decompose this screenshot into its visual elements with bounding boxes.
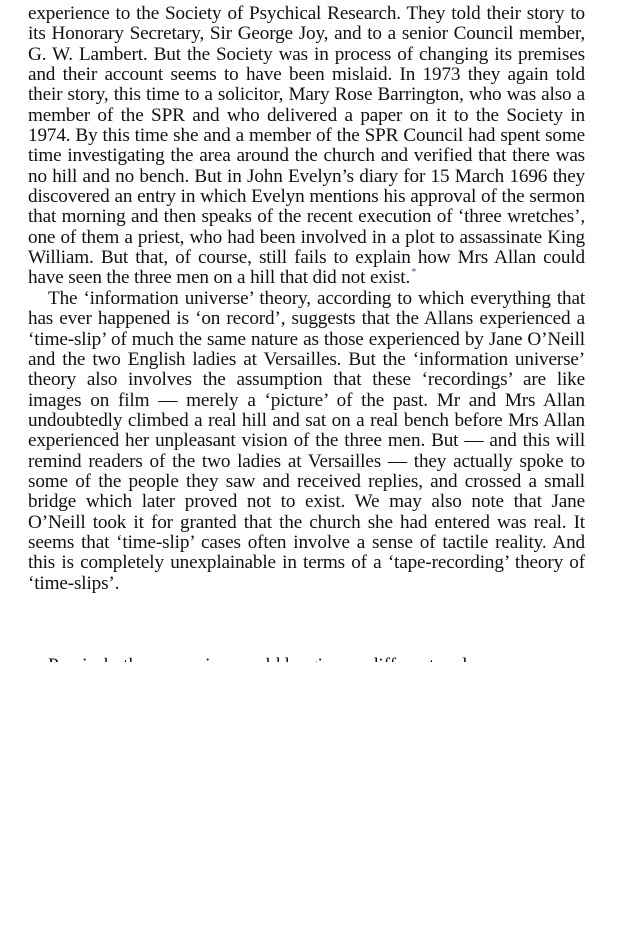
paragraph-1-text: experience to the Society of Psychical Research. They told their story to its Honorary Secretary, Sir George Joy, and to a senior Council member, G. W. Lambert. But the Society was in process of changing its premises and their account seems to have been mislaid. In 1973 they again told their story, this time to a solicitor, Mary Rose Barrington, who was also a member of the SPR and who delivered a paper on it to the Society in 1974. By this time she and a member of the SPR Council had spent some time investigating the area around the church and verified that there was no hill and no bench. But in John Evelyn’s diary for 15 March 1696 they discovered an entry in which Evelyn mentions his approval of the sermon that morning and then speaks of the recent execution of ‘three wretches’, one of them a priest, who had been involved in a plot to assassinate King William. But that, of course, still fails to explain how Mrs Allan could have seen the three men on a hill that did not exist.: [28, 3, 585, 289]
footnote-link[interactable]: *: [411, 266, 417, 279]
blank-page-area: [0, 662, 619, 950]
paragraph-2-text: The ‘information universe’ theory, according to which everything that has ever happened is ‘on record’, suggests that the Allans experienced a ‘time-slip’ of much the same nature as those experienced by Jane O’Neill and the two English ladies at Versailles. But the ‘information universe’ theory also involves the assumption that these ‘recordings’ are like images on film — merely a ‘picture’ of the past. Mr and Mrs Allan undoubtedly climbed a real hill and sat on a real bench before Mrs Allan experienced her unpleasant vision of the three men. But — and this will remind readers of the two ladies at Versailles — they actually spoke to some of the people they saw and received replies, and crossed a small bridge which later proved not to exist. We may also note that Jane O’Neill took it for granted that the church she had entered was real. It seems that ‘time-slip’ cases often involve a sense of tactile reality. And this is completely unexplainable in terms of a ‘tape-recording’ theory of ‘time-slips’.: [28, 287, 585, 594]
paragraph-2: [28, 289, 585, 594]
document-page: [28, 4, 585, 594]
paragraph-1: [28, 4, 585, 289]
